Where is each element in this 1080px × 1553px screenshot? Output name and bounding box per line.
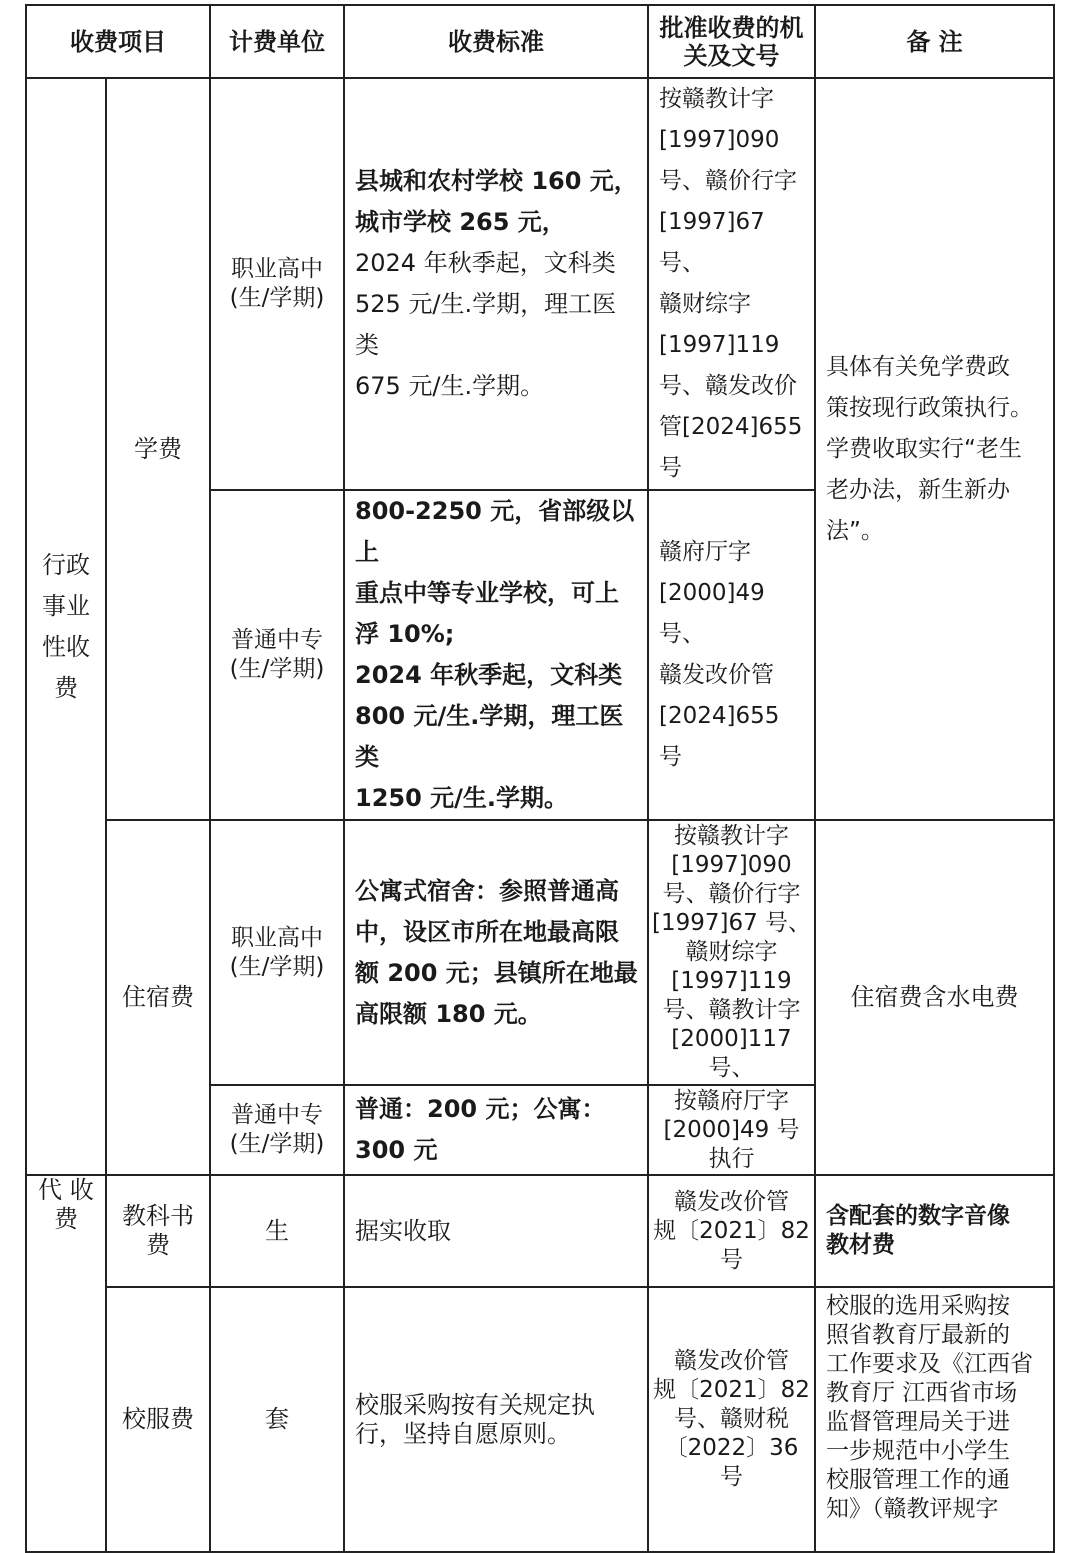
remark-text: 校服的选用采购按 [826,1293,1010,1319]
unit-text: 普通中专 [231,1102,323,1128]
approval-text: [1997]67 号、 [651,910,812,936]
approval-cell [648,820,815,1085]
standard-text: 675 元/生.学期。 [355,372,545,400]
approval-text: 号、赣价行字 [659,168,797,194]
standard-text: 中，设区市所在地最高限 [355,917,619,946]
approval-text: 号、赣发改价 [659,373,797,399]
unit-text: (生/学期) [229,1131,325,1157]
remark-cell [815,1287,1054,1552]
unit-text: 职业高中 [231,924,323,951]
approval-text: 号、赣财税 [674,1406,789,1432]
standard-cell [344,1287,648,1552]
table-row [26,78,1054,490]
remark-cell [815,1175,1054,1287]
remark-text: 知》（赣教评规字 [826,1496,999,1522]
category-admin-text: 事业 [42,591,90,620]
header-standard: 收费标准 [344,5,648,78]
unit-cell [210,820,344,1085]
approval-text: [1997]119 [671,968,792,994]
approval-text: 赣财综字 [659,291,751,317]
standard-text: 公寓式宿舍：参照普通高 [355,876,619,905]
category-admin-cell [26,78,106,1175]
approval-text: 按赣府厅字 [674,1087,789,1114]
approval-text: 按赣教计字 [659,86,774,112]
standard-cell [344,820,648,1085]
approval-text: 赣财综字 [685,939,778,965]
remark-text: 一步规范中小学生 [826,1438,1010,1464]
approval-cell [648,1175,815,1287]
unit-text: (生/学期) [229,285,325,311]
standard-text: 1250 元/生.学期。 [355,784,569,812]
unit-text: 普通中专 [231,627,323,653]
remark-text: 具体有关免学费政 [826,353,1010,380]
approval-text: 管[2024]655 [659,414,803,440]
standard-text: 行，坚持自愿原则。 [355,1419,571,1448]
unit-text: 职业高中 [231,256,323,282]
standard-cell [344,490,648,820]
item-textbook-text: 费 [146,1231,170,1259]
approval-cell [648,490,815,820]
standard-text: 重点中等专业学校，可上 [355,579,619,607]
standard-text: 额 200 元；县镇所在地最 [355,958,638,987]
remark-text: 监督管理局关于进 [826,1409,1010,1435]
remark-text: 法”。 [826,517,884,544]
table-row [26,1287,1054,1552]
standard-cell: 普通：200 元；公寓：300 元 [344,1085,648,1175]
category-agency-cell [26,1175,106,1552]
item-textbook-text: 教科书 [122,1202,194,1230]
remark-text: 学费收取实行“老生 [826,435,1022,462]
standard-cell [344,78,648,490]
approval-text: 执行 [708,1145,755,1172]
approval-text: [1997]090 [659,127,780,153]
remark-text: 工作要求及《江西省 [826,1351,1033,1377]
category-agency-text: 费 [54,1205,78,1233]
approval-text: 赣发改价管 [674,1348,789,1374]
approval-cell [648,1287,815,1552]
approval-text: 号、 [708,1055,755,1081]
header-unit: 计费单位 [210,5,344,78]
approval-text: [2000]49 号 [663,1116,800,1143]
standard-text: 800 元/生.学期，理工医类 [355,702,624,771]
standard-text: 高限额 180 元。 [355,999,542,1028]
approval-text: [2000]49 号、 [659,580,765,647]
approval-cell [648,78,815,490]
unit-textbook: 生 [210,1175,344,1287]
standard-text: 城市学校 265 元， [355,208,566,236]
approval-text: 按赣教计字 [674,823,789,849]
remark-text: 教材费 [826,1232,895,1258]
header-approval-line: 关及文号 [683,41,780,70]
remark-text: 策按现行政策执行。 [826,394,1033,421]
approval-text: [2000]117 [671,1026,792,1052]
approval-text: [2024]655 号 [659,703,780,770]
approval-cell [648,1085,815,1175]
remark-cell [815,78,1054,820]
standard-text: 800-2250 元，省部级以上 [355,497,635,566]
unit-text: (生/学期) [229,656,325,682]
approval-text: 赣发改价管 [659,662,774,688]
remark-lodging: 住宿费含水电费 [815,820,1054,1175]
standard-text: 525 元/生.学期，理工医类 [355,290,617,359]
unit-text: (生/学期) [229,953,325,980]
item-tuition: 学费 [106,78,210,820]
remark-text: 教育厅 江西省市场 [826,1380,1018,1406]
approval-text: 规〔2021〕82 [653,1377,810,1403]
approval-text: 赣发改价管 [674,1188,789,1215]
standard-text: 2024 年秋季起，文科类 [355,249,616,277]
remark-text: 老办法，新生新办 [826,476,1010,503]
approval-text: 号 [720,1246,743,1273]
approval-text: 号 [720,1464,743,1490]
category-agency-text: 代 收 [38,1176,94,1204]
standard-text: 浮 10%; [355,620,455,648]
header-approval-line: 批准收费的机 [659,13,804,42]
table-row [26,1175,1054,1287]
standard-text: 2024 年秋季起，文科类 [355,661,623,689]
approval-text: 赣府厅字 [659,539,751,565]
approval-text: 〔2022〕36 [664,1435,799,1461]
approval-text: 规〔2021〕82 [653,1217,810,1244]
remark-text: 含配套的数字音像 [826,1203,1010,1229]
remark-text: 照省教育厅最新的 [826,1322,1010,1348]
fee-table [25,4,1055,1553]
approval-text: [1997]090 [671,852,792,878]
table-row [26,820,1054,1085]
category-admin-text: 性收 [42,632,90,661]
header-row [26,5,1054,78]
standard-text: 县城和农村学校 160 元， [355,167,638,195]
standard-textbook: 据实收取 [344,1175,648,1287]
approval-text: [1997]119 [659,332,780,358]
category-admin-text: 费 [54,673,78,702]
header-item: 收费项目 [26,5,210,78]
category-admin-text: 行政 [42,550,90,579]
item-textbook [106,1175,210,1287]
remark-text: 校服管理工作的通 [826,1467,1010,1493]
item-lodging: 住宿费 [106,820,210,1175]
unit-cell [210,490,344,820]
approval-text: [1997]67 号、 [659,209,765,276]
unit-uniform: 套 [210,1287,344,1552]
unit-cell [210,78,344,490]
header-approval [648,5,815,78]
item-uniform: 校服费 [106,1287,210,1552]
unit-cell [210,1085,344,1175]
approval-text: 号、赣教计字 [662,997,801,1023]
header-remark: 备 注 [815,5,1054,78]
standard-text: 校服采购按有关规定执 [355,1390,595,1419]
approval-text: 号、赣价行字 [662,881,801,907]
approval-text: 号 [659,455,682,481]
